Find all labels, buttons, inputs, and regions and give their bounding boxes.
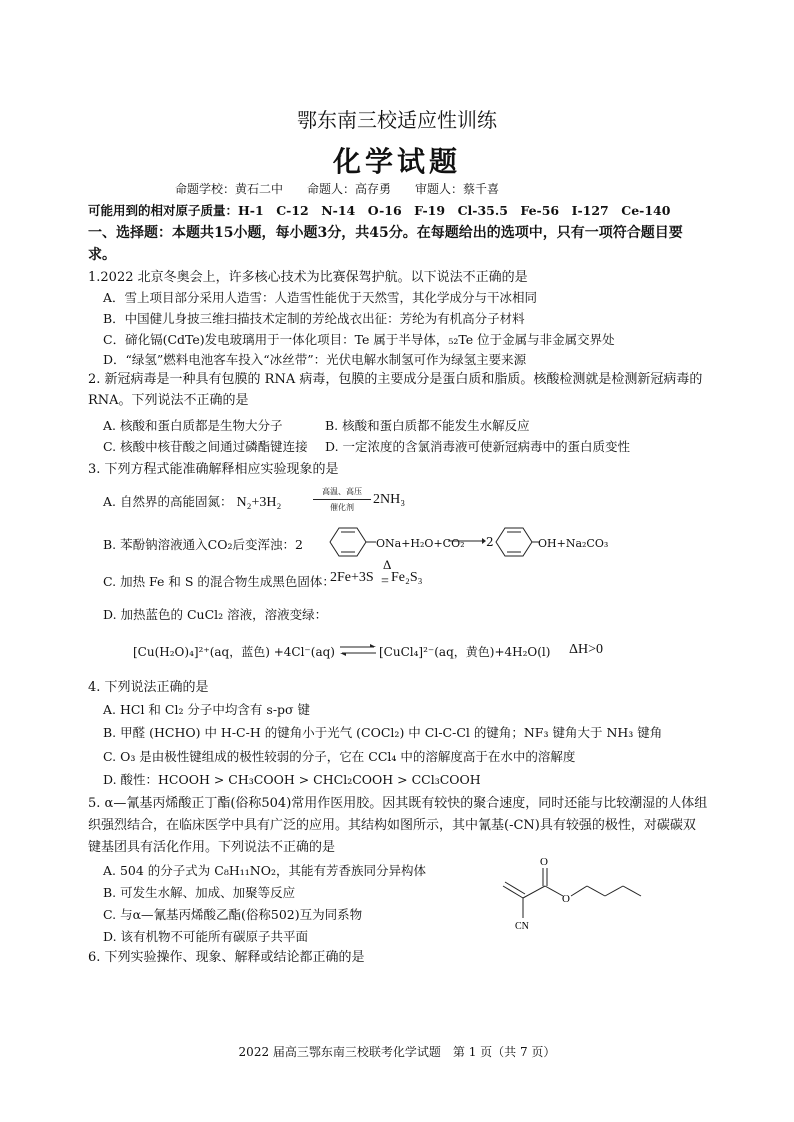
benzene-ring-1-icon: [318, 524, 378, 560]
q3-b-right: OH+Na₂CO₃: [538, 537, 609, 550]
exam-title: 鄂东南三校适应性训练: [297, 108, 497, 132]
q4-option-d: D. 酸性：HCOOH > CH₃COOH > CHCl₂COOH > CCl₃COOH: [103, 772, 481, 787]
q3-a-condition-bottom: 催化剂: [330, 503, 354, 512]
page-footer: 2022 届高三鄂东南三校联考化学试题 第 1 页（共 7 页）: [238, 1045, 556, 1059]
q5-stem: 5. α—氰基丙烯酸正丁酯(俗称504)常用作医用胶。因其既有较快的聚合速度，同时还能与比较潮湿的人体组织强烈结合，在临床医学中具有广泛的应用。其结构如图所示，其中氰基(-CN)具有较强的极性，对碳碳双键基团具有活化作用。下列说法不正确的是: [88, 796, 708, 855]
q4-option-a: A. HCl 和 Cl₂ 分子中均含有 s-pσ 键: [103, 702, 311, 717]
q6-stem: 6. 下列实验操作、现象、解释或结论都正确的是: [88, 950, 365, 965]
q3-c-label: C. 加热 Fe 和 S 的混合物生成黑色固体：: [103, 574, 335, 589]
struct-cn: CN: [515, 921, 529, 932]
q3-a-eq-right: 2NH₃: [373, 492, 406, 507]
q5-option-d: D. 该有机物不可能所有碳原子共平面: [103, 929, 309, 944]
q3-c-equals: =: [381, 574, 389, 589]
q2-option-a: A. 核酸和蛋白质都是生物大分子: [103, 418, 283, 433]
q5-option-c: C. 与α—氰基丙烯酸乙酯(俗称502)互为同系物: [103, 907, 363, 922]
reaction-arrow-icon: [448, 536, 486, 546]
struct-ester-o: O: [562, 893, 570, 905]
q3-d-label: D. 加热蓝色的 CuCl₂ 溶液，溶液变绿：: [103, 607, 328, 622]
equilibrium-arrow-icon: [340, 643, 376, 657]
q1-stem: 1.2022 北京冬奥会上，许多核心技术为比赛保驾护航。以下说法不正确的是: [88, 270, 528, 285]
q1-option-a: A．雪上项目部分采用人造雪：人造雪性能优于天然雪，其化学成分与干冰相同: [103, 290, 538, 305]
q4-stem: 4. 下列说法正确的是: [88, 680, 209, 695]
q3-stem: 3. 下列方程式能准确解释相应实验现象的是: [88, 462, 339, 477]
q2-option-c: C. 核酸中核苷酸之间通过磷酯键连接: [103, 439, 308, 454]
atomic-masses: 可能用到的相对原子质量：H-1 C-12 N-14 O-16 F-19 Cl-35.5 Fe-56 I-127 Ce-140: [88, 203, 671, 218]
q5-option-a: A. 504 的分子式为 C₈H₁₁NO₂，其能有芳香族同分异构体: [103, 863, 426, 878]
q3-d-right: [CuCl₄]²⁻(aq，黄色)+4H₂O(l): [379, 645, 551, 659]
q3-a-arrow: [313, 499, 371, 500]
struct-carbonyl-o: O: [540, 856, 548, 868]
q1-option-d: D．“绿氢”燃料电池客车投入“冰丝带”：光伏电解水制氢可作为绿氢主要来源: [103, 352, 527, 367]
q3-a-label: A. 自然界的高能固氮：: [103, 494, 233, 509]
byline: 命题学校：黄石二中 命题人：高存勇 审题人：蔡千喜: [175, 182, 500, 196]
q3-a-condition-top: 高温、高压: [322, 487, 362, 496]
subject-title: 化学试题: [332, 145, 461, 178]
q3-option-a: [103, 492, 281, 511]
q2-option-b: B. 核酸和蛋白质都不能发生水解反应: [325, 418, 530, 433]
q1-option-b: B．中国健儿身披三维扫描技术定制的芳纶战衣出征：芳纶为有机高分子材料: [103, 311, 525, 326]
q3-b-label: B. 苯酚钠溶液通入CO₂后变浑浊：2: [103, 537, 303, 552]
q1-option-c: C．碲化镉(CdTe)发电玻璃用于一体化项目：Te 属于半导体，₅₂Te 位于金属与非金属交界处: [103, 332, 615, 347]
q2-stem: 2. 新冠病毒是一种具有包膜的 RNA 病毒，包膜的主要成分是蛋白质和脂质。核酸检测就是检测新冠病毒的 RNA。下列说法不正确的是: [88, 372, 703, 408]
q3-c-delta: Δ: [383, 557, 392, 572]
q4-option-b: B. 甲醛 (HCHO) 中 H-C-H 的键角小于光气 (COCl₂) 中 Cl-C-Cl 的键角；NF₃ 键角大于 NH₃ 键角: [103, 725, 663, 740]
q3-b-two: 2: [486, 535, 494, 549]
molecule-504-structure-icon: [495, 852, 655, 932]
q3-a-eq-left: N₂+3H₂: [236, 495, 282, 510]
q3-b-mid: ONa+H₂O+CO₂: [376, 537, 465, 550]
q3-d-dh: ΔH>0: [569, 642, 604, 657]
q3-d-left: [Cu(H₂O)₄]²⁺(aq，蓝色) +4Cl⁻(aq): [133, 645, 335, 659]
section-heading: 一、选择题：本题共15小题，每小题3分，共45分。在每题给出的选项中，只有一项符合题目要求。: [88, 225, 683, 263]
q5-option-b: B. 可发生水解、加成、加聚等反应: [103, 885, 296, 900]
q3-c-right: Fe₂S₃: [391, 570, 423, 585]
benzene-ring-2-icon: [492, 524, 540, 560]
q2-option-d: D. 一定浓度的含氯消毒液可使新冠病毒中的蛋白质变性: [325, 439, 631, 454]
q3-c-eq: 2Fe+3S: [330, 570, 374, 585]
q4-option-c: C. O₃ 是由极性键组成的极性较弱的分子，它在 CCl₄ 中的溶解度高于在水中的溶解度: [103, 749, 576, 764]
